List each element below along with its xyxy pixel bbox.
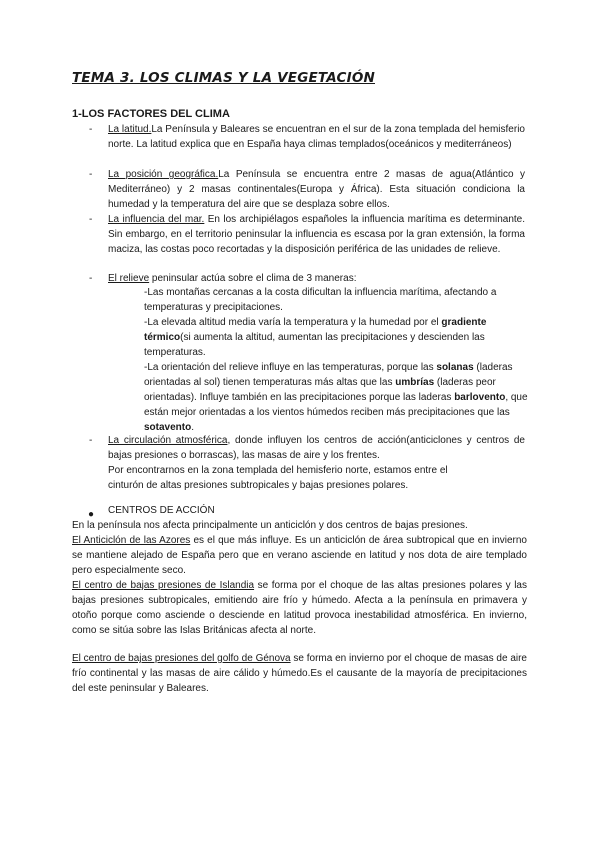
relieve-sub-3-g: , que están mejor orientadas a los vientos húmedos reciben más precipitaciones que las xyxy=(144,392,528,419)
paragraph-genova xyxy=(72,651,527,696)
factor-circulacion-text: , donde influyen los centros de acción(anticiclones y centros de bajas presiones o borrascas), las masas de aire y los frentes. xyxy=(108,435,525,462)
factor-latitud-text: La Península y Baleares se encuentran en el sur de la zona templada del hemisferio norte. La latitud explica que en España haya climas templados(oceánicos y mediterráneos) xyxy=(108,124,525,151)
term-latitud: La latitud. xyxy=(108,124,152,135)
term-solanas: solanas xyxy=(436,362,474,373)
factor-mar-text: En los archipiélagos españoles la influencia marítima es determinante. Sin embargo, en el territorio peninsular la influencia es escasa por la gran extensión, la forma maciza, las costas poco recortadas y la disposición periférica de las unidades de relieve. xyxy=(108,214,525,256)
section-heading-factores: 1-LOS FACTORES DEL CLIMA xyxy=(72,108,230,120)
factor-circulacion xyxy=(108,433,525,463)
term-gradiente-termico: gradiente térmico xyxy=(144,317,487,344)
genova-text: se forma en invierno por el choque de masas de aire frío continental y las masas de aire cálido y húmedo.Es el causante de la mayoría de precipitaciones del este peninsular y Baleares. xyxy=(72,653,527,695)
paragraph-islandia xyxy=(72,578,527,638)
relieve-sub-3-e: (laderas peor orientadas). Influye también en las precipitaciones porque las laderas xyxy=(144,377,496,404)
bullet-dash: - xyxy=(89,124,93,135)
relieve-sub-3-c: (laderas orientadas al sol) tienen temperaturas más altas que las xyxy=(144,362,513,389)
page-title: TEMA 3. LOS CLIMAS Y LA VEGETACIÓN xyxy=(72,70,375,86)
term-genova: El centro de bajas presiones del golfo de Génova xyxy=(72,653,291,664)
factor-posicion-text: La Península se encuentra entre 2 masas de agua(Atlántico y Mediterráneo) y 2 masas continentales(Europa y África). Esta situación condiciona la humedad y la temperatura del aire que se desplaza sobre ellos. xyxy=(108,169,525,211)
centros-intro: En la península nos afecta principalmente un anticiclón y dos centros de bajas presiones. xyxy=(72,520,468,531)
relieve-sub-3-a: -La orientación del relieve influye en las temperaturas, porque las xyxy=(144,362,437,373)
term-posicion: La posición geográfica. xyxy=(108,169,219,180)
bullet-dot: ● xyxy=(88,509,95,520)
factor-latitud xyxy=(108,122,525,152)
term-mar: La influencia del mar. xyxy=(108,214,205,225)
circulacion-extra: Por encontrarnos en la zona templada del hemisferio norte, estamos entre el cinturón de altas presiones subtropicales y bajas presiones polares. xyxy=(108,465,448,492)
centros-heading: CENTROS DE ACCIÓN xyxy=(108,505,215,516)
bullet-dash: - xyxy=(89,214,93,225)
factor-relieve-text: peninsular actúa sobre el clima de 3 maneras: xyxy=(149,273,357,284)
bullet-dash: - xyxy=(89,273,93,284)
factor-posicion xyxy=(108,167,525,212)
factor-relieve xyxy=(108,271,525,286)
term-sotavento: sotavento xyxy=(144,422,192,434)
term-barlovento: barlovento xyxy=(454,392,506,404)
relieve-sub-2-a: -La elevada altitud media varía la temperatura y la humedad por el xyxy=(144,317,442,328)
factor-mar xyxy=(108,212,525,257)
term-circulacion: La circulación atmosférica xyxy=(108,435,228,446)
azores-text: es el que más influye. Es un anticiclón de área subtropical que en invierno se mantiene alejado de España pero que en verano asciende en latitud y nos dota de aire templado pero especialmente seco. xyxy=(72,535,527,577)
bullet-dash: - xyxy=(89,169,93,180)
bullet-dash: - xyxy=(89,435,93,446)
term-azores: El Anticiclón de las Azores xyxy=(72,535,191,546)
relieve-sub-2 xyxy=(144,315,529,360)
relieve-sub-3-i: . xyxy=(191,422,195,434)
relieve-sub-2-c: (si aumenta la altitud, aumentan las precipitaciones y descienden las temperaturas. xyxy=(144,332,485,359)
islandia-text: se forma por el choque de las altas presiones polares y las bajas presiones subtropicales, emitiendo aire frío y húmedo. Afecta a la península en primavera y otoño porque como asciende o desciende en latitud provoca inestabilidad atmosférica. En invierno, como se sitúa sobre las Islas Británicas afecta al norte. xyxy=(72,580,527,637)
term-umbrias: umbrías xyxy=(395,377,435,389)
relieve-sub-1: -Las montañas cercanas a la costa dificultan la influencia marítima, afectando a temperaturas y precipitaciones. xyxy=(144,287,497,314)
relieve-sub-3 xyxy=(144,360,529,435)
term-islandia: El centro de bajas presiones de Islandia xyxy=(72,580,255,591)
paragraph-azores xyxy=(72,533,527,578)
term-relieve: El relieve xyxy=(108,273,150,284)
